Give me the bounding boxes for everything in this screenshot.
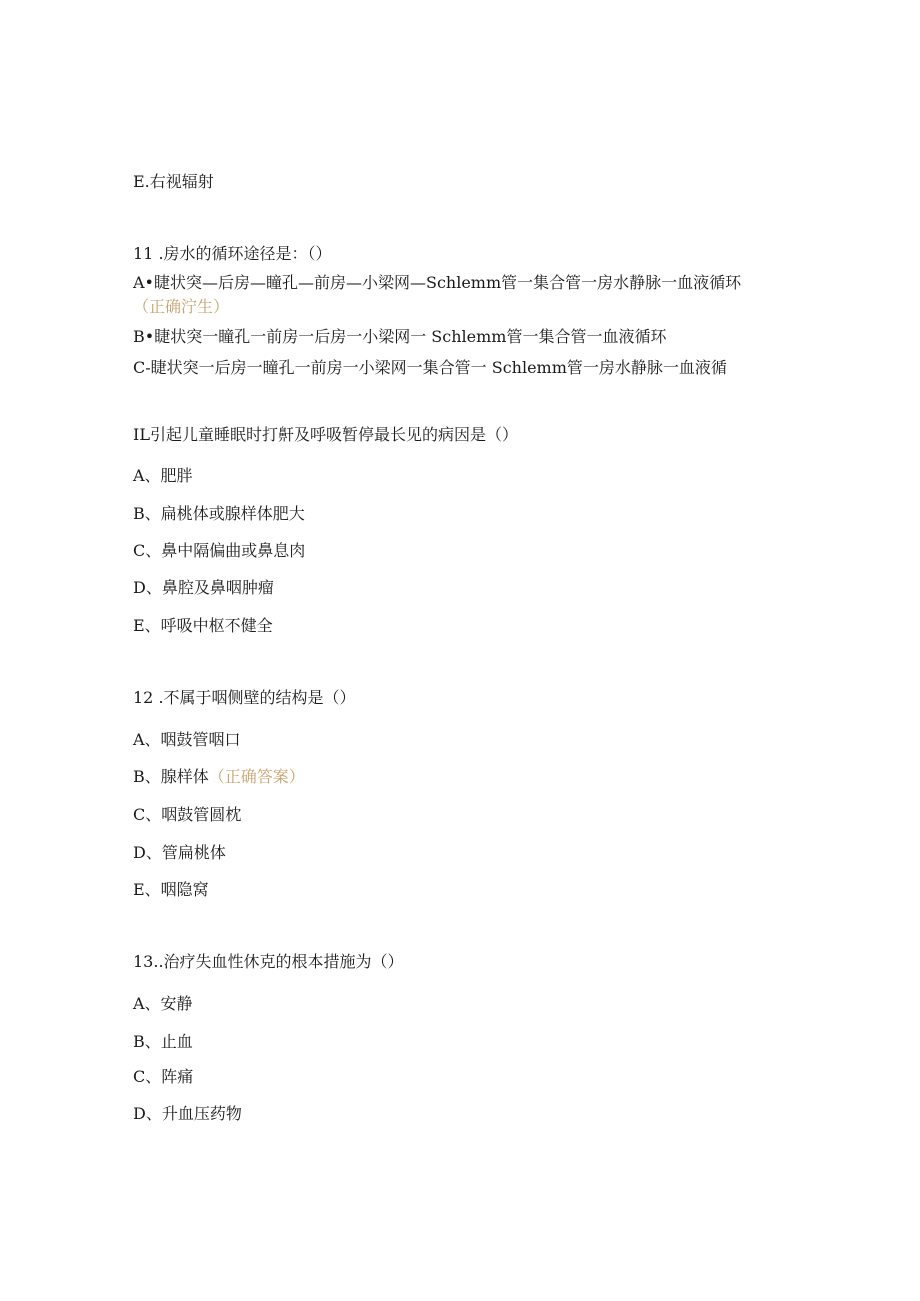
question-11-option-b: B•睫状突一瞳孔一前房一后房一小梁网一 Schlemm管一集合管一血液循环 [133, 327, 667, 346]
question-13-option-d: D、升血压药物 [133, 1104, 242, 1123]
question-13-option-b: B、止血 [133, 1032, 193, 1051]
question-12-option-b-row [133, 767, 305, 787]
question-11b-option-b: B、扁桃体或腺样体肥大 [133, 504, 305, 523]
question-11b-option-d: D、鼻腔及鼻咽肿瘤 [133, 578, 274, 597]
question-11b-stem: IL引起儿童睡眠时打鼾及呼吸暂停最长见的病因是（） [133, 425, 518, 444]
question-13-option-a: A、安静 [133, 994, 193, 1013]
correct-answer-mark: （正确泞生） [133, 297, 230, 316]
correct-answer-mark: （正确答案） [208, 767, 305, 786]
question-12-option-c: C、咽鼓管圆枕 [133, 805, 242, 824]
question-12-option-b: B、腺样体 [133, 767, 209, 786]
question-13-stem: 13..治疗失血性休克的根本措施为（） [133, 952, 404, 971]
prev-option-e: E.右视辐射 [133, 172, 214, 191]
question-11b-option-a: A、肥胖 [133, 466, 193, 485]
question-12-option-d: D、管扁桃体 [133, 843, 226, 862]
question-11b-option-c: C、鼻中隔偏曲或鼻息肉 [133, 541, 306, 560]
question-12-stem: 12 .不属于咽侧壁的结构是（） [133, 688, 356, 707]
question-11-stem: 11 .房水的循环途径是：（） [133, 244, 332, 263]
question-11b-option-e: E、呼吸中枢不健全 [133, 616, 273, 635]
question-13-option-c: C、阵痛 [133, 1067, 194, 1086]
question-12-option-a: A、咽鼓管咽口 [133, 730, 241, 749]
question-11-option-a: A•睫状突—后房—瞳孔—前房—小梁网—Schlemm管一集合管一房水静脉一血液循环 [133, 273, 742, 292]
question-12-option-e: E、咽隐窝 [133, 880, 209, 899]
question-11-option-c: C-睫状突一后房一瞳孔一前房一小梁网一集合管一 Schlemm管一房水静脉一血液循 [133, 358, 727, 377]
